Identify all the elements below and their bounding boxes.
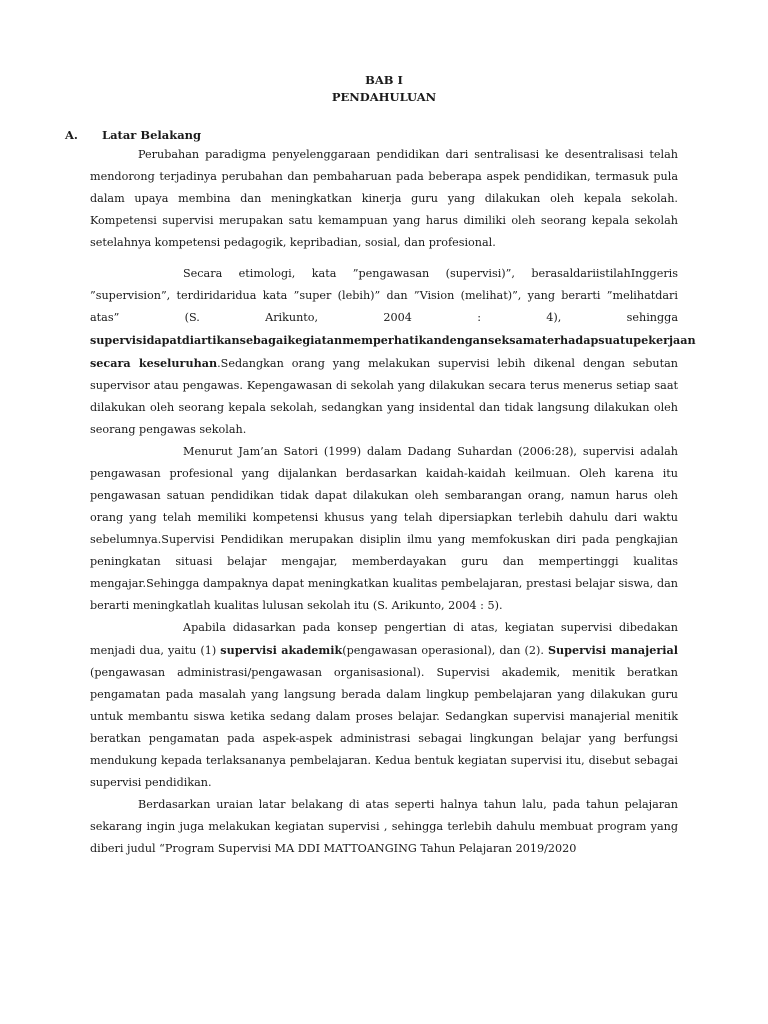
section-heading (65, 127, 678, 144)
paragraph-3: Menurut Jam’an Satori (1999) dalam Dadang Suhardan (2006:28), supervisi adalah pengawasan profesional yang dijalankan berdasarkan kaidah-kaidah keilmuan. Oleh karena itu pengawasan satuan pendidikan tidak dapat dilakukan oleh sembarangan orang, namun harus oleh orang yang telah memiliki kompetensi khusus yang telah dipersiapkan terlebih dahulu dari waktu sebelumnya.Supervisi Pendidikan merupakan disiplin ilmu yang memfokuskan diri pada pengkajian peningkatan situasi belajar mengajar, memberdayakan guru dan mempertinggi kualitas mengajar.Sehingga dampaknya dapat meningkatkan kualitas pembelajaran, prestasi belajar siswa, dan berarti meningkatlah kualitas lulusan sekolah itu (S. Arikunto, 2004 : 5). (90, 445, 678, 612)
paragraph-4-text-c: (pengawasan administrasi/pengawasan organisasional). Supervisi akademik, menitik beratkan pengamatan pada masalah yang langsung berada dalam lingkup pembelajaran yang dilakukan guru untuk membantu siswa ketika sedang dalam proses belajar. Sedangkan supervisi manajerial menitik beratkan pengamatan pada aspek-aspek administrasi sebagai lingkungan belajar yang berfungsi mendukung kepada terlaksananya pembelajaran. Kedua bentuk kegiatan supervisi itu, disebut sebagai supervisi pendidikan. (90, 666, 678, 789)
paragraph-4-bold-1: supervisi akademik (220, 643, 343, 657)
paragraph-4-text-b: (pengawasan operasional), dan (2). (342, 644, 548, 657)
paragraph-2-text-a: Secara etimologi, kata ”pengawasan (supervisi)”, berasaldariistilahInggeris ”supervision”, terdiridaridua kata ”super (lebih)” dan ”Vision (melihat)”, yang berarti ”melihatdari atas” (S. Arikunto, 2004 : 4), sehingga (90, 267, 678, 324)
paragraph-2-text-b: .Sedangkan orang yang melakukan supervisi lebih dikenal dengan sebutan supervisor atau pengawas. Kepengawasan di sekolah yang dilakukan secara terus menerus setiap saat dilakukan oleh seorang kepala sekolah, sedangkan yang insidental dan tidak langsung dilakukan oleh seorang pengawas sekolah. (90, 357, 678, 436)
paragraph-4-bold-2: Supervisi manajerial (547, 643, 678, 657)
paragraph-2 (90, 263, 696, 441)
section-title: Latar Belakang (102, 128, 202, 142)
section-number: A. (65, 128, 78, 142)
paragraph-4 (90, 617, 678, 794)
paragraph-5: Berdasarkan uraian latar belakang di atas seperti halnya tahun lalu, pada tahun pelajaran sekarang ingin juga melakukan kegiatan supervisi , sehingga terlebih dahulu membuat program yang diberi judul “Program Supervisi MA DDI MATTOANGING Tahun Pelajaran 2019/2020 (90, 798, 678, 855)
chapter-title: PENDAHULUAN (331, 90, 437, 104)
chapter-number: BAB I (365, 73, 403, 87)
chapter-heading (90, 72, 678, 106)
paragraph-2-bold: supervisidapatdiartikansebagaikegiatanmemperhatikandenganseksamaterhadapsuatupekerjaan secara keseluruhan (90, 333, 696, 370)
paragraph-1: Perubahan paradigma penyelenggaraan pendidikan dari sentralisasi ke desentralisasi telah mendorong terjadinya perubahan dan pembaharuan pada beberapa aspek pendidikan, termasuk pula dalam upaya membina dan meningkatkan kinerja guru yang dilakukan oleh kepala sekolah. Kompetensi supervisi merupakan satu kemampuan yang harus dimiliki oleh seorang kepala sekolah setelahnya kompetensi pedagogik, kepribadian, sosial, dan profesional. (90, 148, 678, 249)
paragraph-4-text-a: Apabila didasarkan pada konsep pengertian di atas, kegiatan supervisi dibedakan menjadi dua, yaitu (1) (90, 621, 678, 657)
